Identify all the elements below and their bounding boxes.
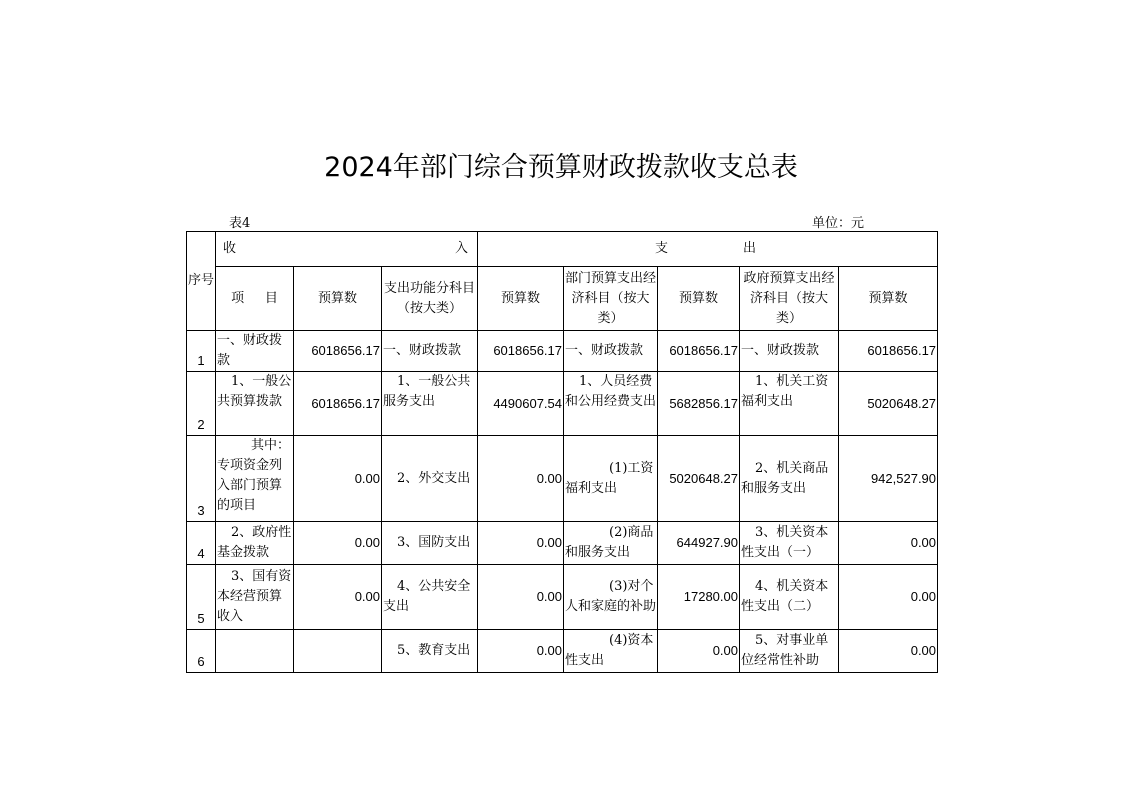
- income-amount: 0.00: [294, 565, 382, 630]
- income-item: 3、国有资本经营预算收入: [216, 565, 294, 630]
- func-item: 1、一般公共服务支出: [382, 372, 478, 436]
- func-item: 4、公共安全支出: [382, 565, 478, 630]
- unit-label: 单位：元: [812, 216, 865, 231]
- header-seq: 序号: [187, 232, 216, 331]
- func-item: 一、财政拨款: [382, 331, 478, 372]
- header-income-char-1: 收: [223, 241, 237, 256]
- header-dept-econ: 部门预算支出经济科目（按大类）: [564, 267, 658, 331]
- gov-amount: 0.00: [839, 630, 938, 673]
- income-item: 一、财政拨款: [216, 331, 294, 372]
- func-amount: 0.00: [478, 565, 564, 630]
- header-item-char-2: 目: [264, 290, 278, 306]
- header-row-1: [187, 232, 938, 267]
- dept-item: 一、财政拨款: [564, 331, 658, 372]
- header-income-char-2: 入: [454, 241, 468, 256]
- func-amount: 0.00: [478, 630, 564, 673]
- func-amount: 0.00: [478, 436, 564, 522]
- dept-item: (4)资本性支出: [564, 630, 658, 673]
- table-row: [187, 630, 938, 673]
- header-budget-gov: 预算数: [839, 267, 938, 331]
- gov-item: 4、机关资本性支出（二）: [740, 565, 839, 630]
- gov-item: 1、机关工资福利支出: [740, 372, 839, 436]
- gov-amount: 0.00: [839, 522, 938, 565]
- row-seq: 5: [187, 565, 216, 630]
- func-amount: 4490607.54: [478, 372, 564, 436]
- row-seq: 1: [187, 331, 216, 372]
- table-row: [187, 565, 938, 630]
- table-row: [187, 372, 938, 436]
- header-item-char-1: 项: [231, 290, 245, 306]
- dept-item: (3)对个人和家庭的补助: [564, 565, 658, 630]
- dept-amount: 0.00: [658, 630, 740, 673]
- header-expense-char-1: 支: [655, 241, 669, 256]
- gov-item: 5、对事业单位经常性补助: [740, 630, 839, 673]
- budget-table: [186, 231, 938, 673]
- dept-item: (1)工资福利支出: [564, 436, 658, 522]
- row-seq: 6: [187, 630, 216, 673]
- dept-amount: 5682856.17: [658, 372, 740, 436]
- gov-item: 3、机关资本性支出（一）: [740, 522, 839, 565]
- dept-amount: 644927.90: [658, 522, 740, 565]
- header-item: [216, 267, 294, 331]
- func-amount: 6018656.17: [478, 331, 564, 372]
- income-amount: [294, 630, 382, 673]
- gov-amount: 0.00: [839, 565, 938, 630]
- header-expense: [478, 232, 938, 267]
- header-budget-func: 预算数: [478, 267, 564, 331]
- gov-amount: 5020648.27: [839, 372, 938, 436]
- row-seq: 2: [187, 372, 216, 436]
- row-seq: 4: [187, 522, 216, 565]
- header-budget-dept: 预算数: [658, 267, 740, 331]
- func-item: 5、教育支出: [382, 630, 478, 673]
- income-item: 1、一般公共预算拨款: [216, 372, 294, 436]
- income-item: 其中：专项资金列入部门预算的项目: [216, 436, 294, 522]
- header-func-class: 支出功能分科目（按大类）: [382, 267, 478, 331]
- income-amount: 6018656.17: [294, 331, 382, 372]
- income-item: 2、政府性基金拨款: [216, 522, 294, 565]
- income-amount: 6018656.17: [294, 372, 382, 436]
- header-row-2: [187, 267, 938, 331]
- income-amount: 0.00: [294, 522, 382, 565]
- func-amount: 0.00: [478, 522, 564, 565]
- income-item: [216, 630, 294, 673]
- header-expense-char-2: 出: [743, 241, 757, 256]
- header-gov-econ: 政府预算支出经济科目（按大类）: [740, 267, 839, 331]
- gov-amount: 6018656.17: [839, 331, 938, 372]
- gov-item: 2、机关商品和服务支出: [740, 436, 839, 522]
- func-item: 2、外交支出: [382, 436, 478, 522]
- gov-item: 一、财政拨款: [740, 331, 839, 372]
- dept-amount: 17280.00: [658, 565, 740, 630]
- gov-amount: 942,527.90: [839, 436, 938, 522]
- header-budget-income: 预算数: [294, 267, 382, 331]
- dept-amount: 5020648.27: [658, 436, 740, 522]
- dept-amount: 6018656.17: [658, 331, 740, 372]
- table-row: [187, 522, 938, 565]
- income-amount: 0.00: [294, 436, 382, 522]
- dept-item: (2)商品和服务支出: [564, 522, 658, 565]
- table-row: [187, 436, 938, 522]
- dept-item: 1、人员经费和公用经费支出: [564, 372, 658, 436]
- row-seq: 3: [187, 436, 216, 522]
- func-item: 3、国防支出: [382, 522, 478, 565]
- page-title: 2024年部门综合预算财政拨款收支总表: [324, 152, 798, 183]
- table-number: 表4: [229, 216, 251, 231]
- table-row: [187, 331, 938, 372]
- header-income: [216, 232, 478, 267]
